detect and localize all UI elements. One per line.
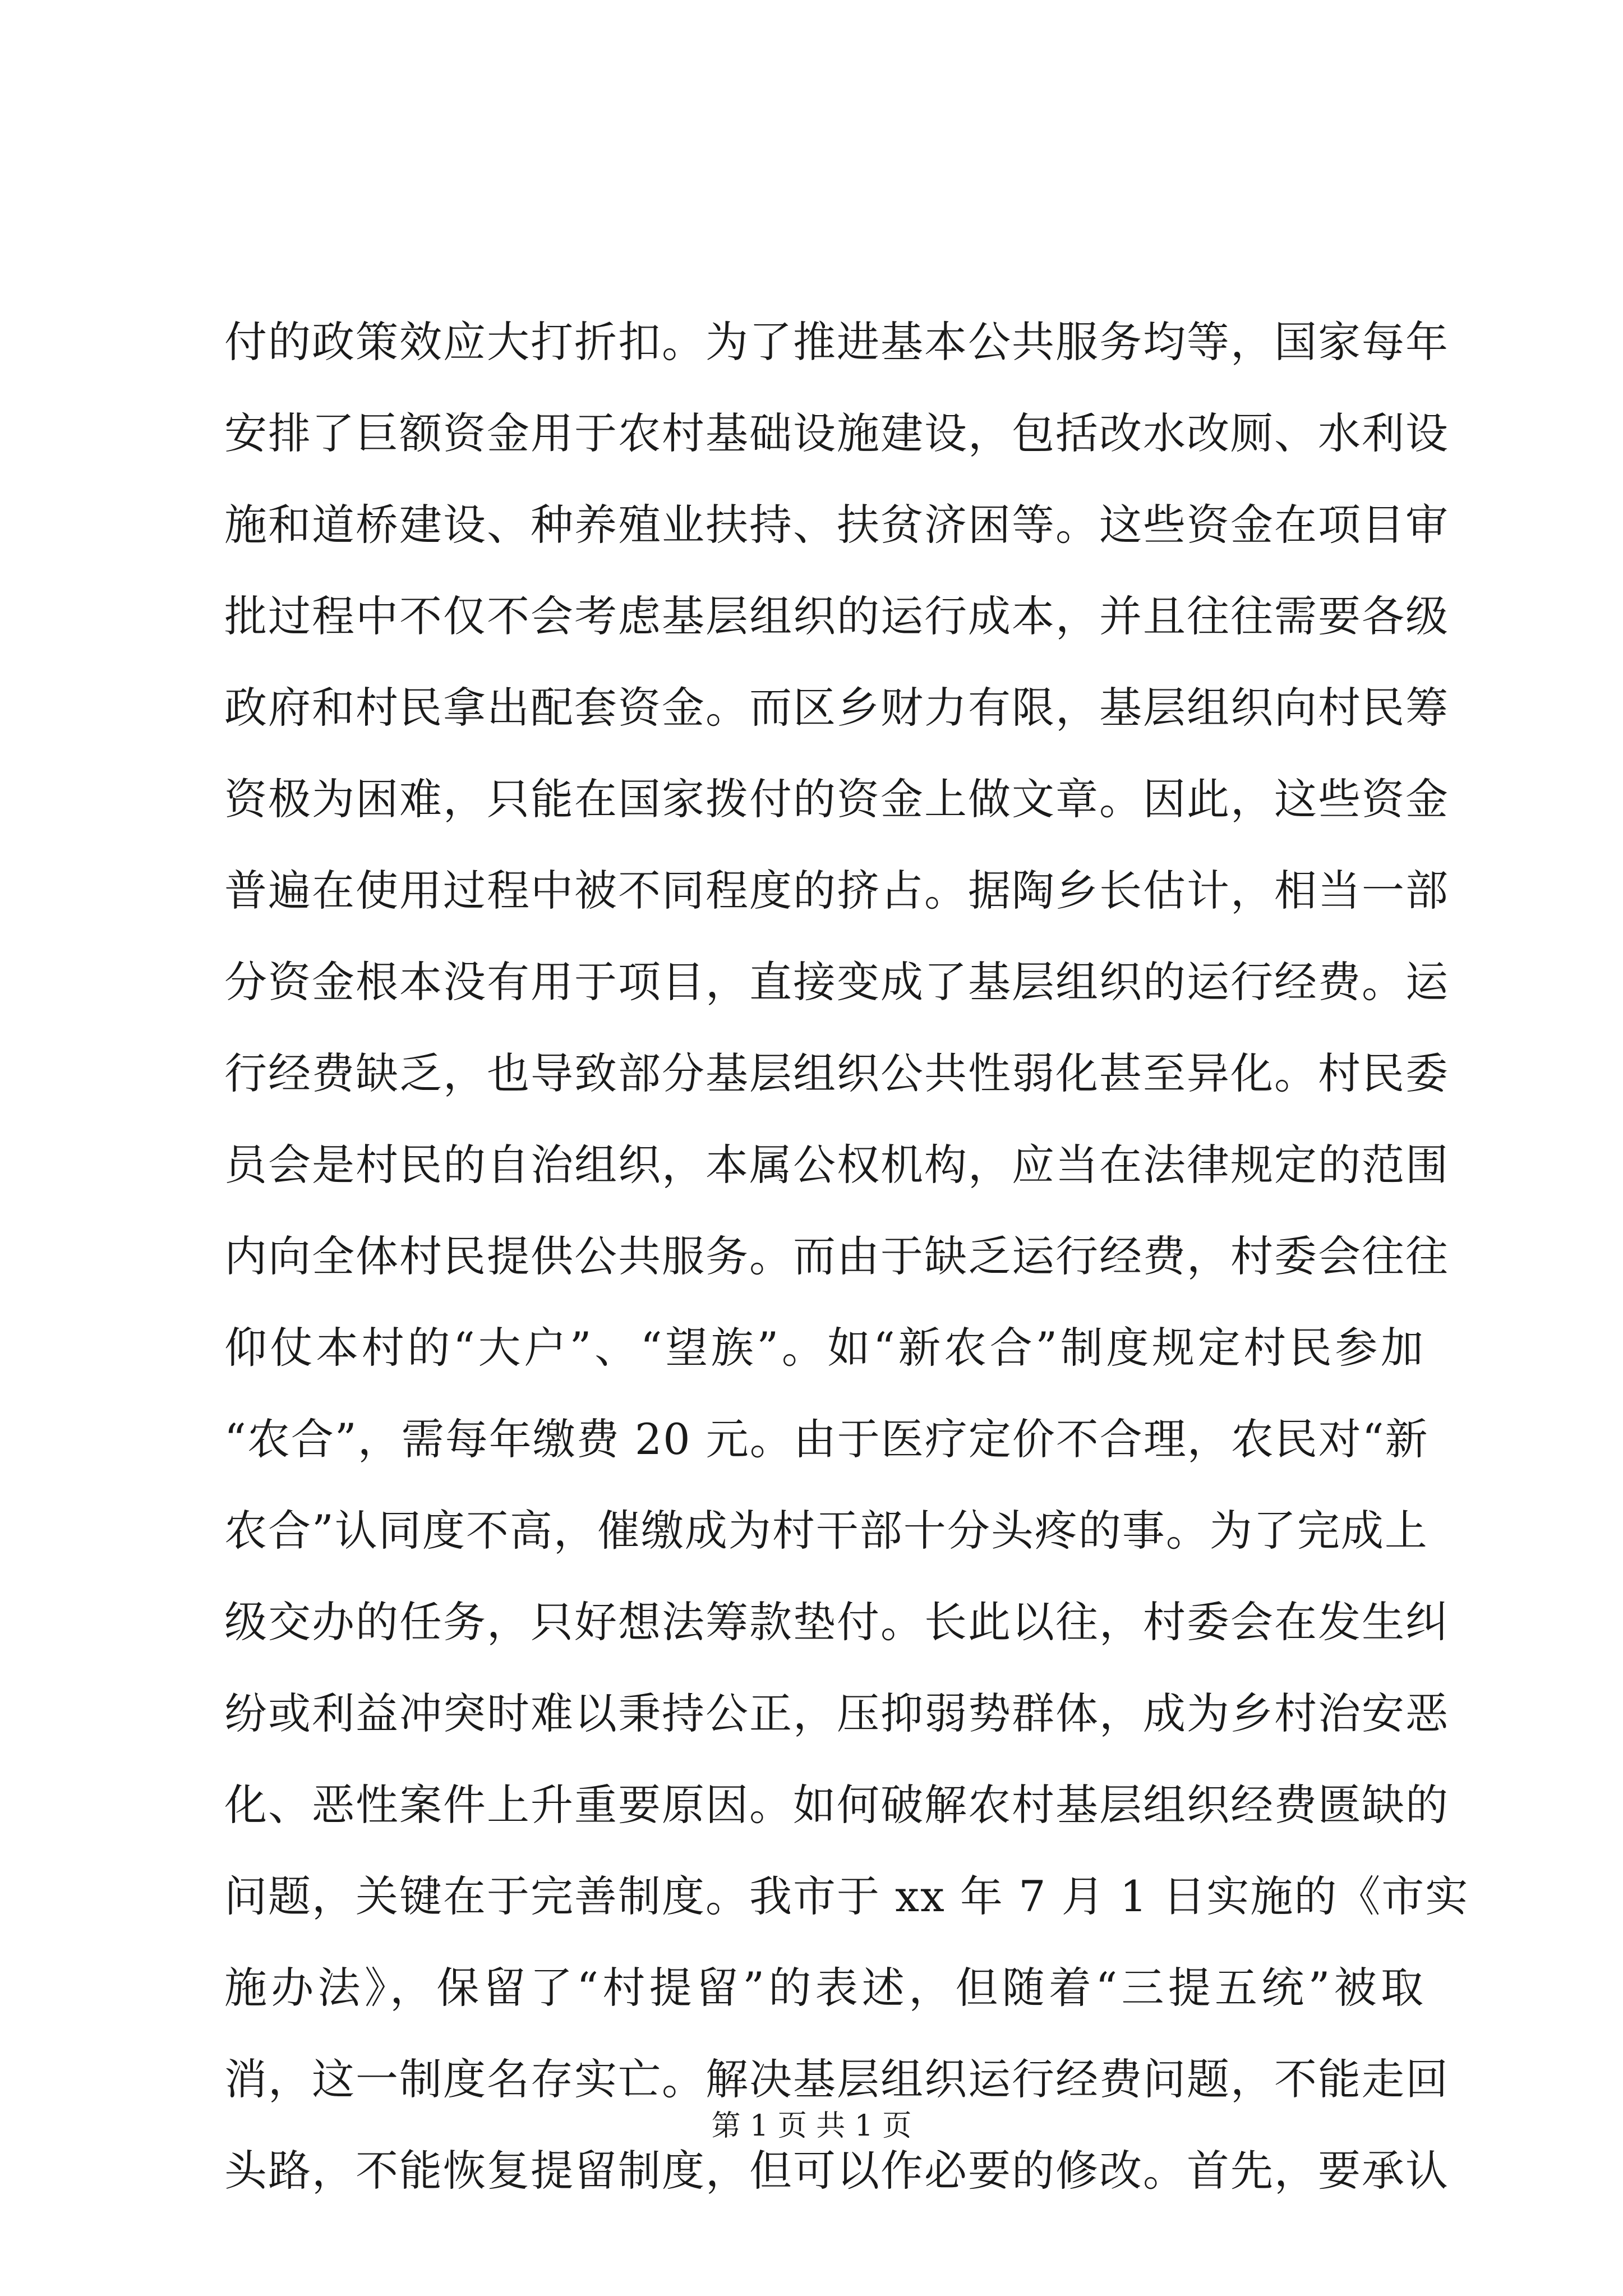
text-line: 分资金根本没有用于项目，直接变成了基层组织的运行经费。运 (224, 957, 1449, 1007)
text-line: 员会是村民的自治组织，本属公权机构，应当在法律规定的范围 (224, 1140, 1449, 1190)
text-line: 内向全体村民提供公共服务。而由于缺乏运行经费，村委会往往 (224, 1231, 1449, 1281)
text-line: 级交办的任务，只好想法筹款垫付。长此以往，村委会在发生纠 (224, 1597, 1449, 1647)
text-line: 农合”认同度不高，催缴成为村干部十分头疼的事。为了完成上 (224, 1506, 1428, 1556)
text-line: 问题，关键在于完善制度。我市于 xx 年 7 月 1 日实施的《市实 (224, 1871, 1469, 1921)
text-line: 消，这一制度名存实亡。解决基层组织运行经费问题，不能走回 (224, 2054, 1449, 2104)
text-line: 仰仗本村的“大户”、“望族”。如“新农合”制度规定村民参加 (224, 1323, 1424, 1373)
page-number-label: 第 1 页 共 1 页 (711, 2109, 912, 2143)
text-line: 头路，不能恢复提留制度，但可以作必要的修改。首先，要承认 (224, 2146, 1449, 2196)
text-line: 行经费缺乏，也导致部分基层组织公共性弱化甚至异化。村民委 (224, 1048, 1449, 1098)
text-line: 化、恶性案件上升重要原因。如何破解农村基层组织经费匮缺的 (224, 1780, 1449, 1830)
text-line: “农合”，需每年缴费 20 元。由于医疗定价不合理，农民对“新 (224, 1414, 1429, 1464)
text-line: 资极为困难，只能在国家拨付的资金上做文章。因此，这些资金 (224, 774, 1449, 824)
text-line: 政府和村民拿出配套资金。而区乡财力有限，基层组织向村民筹 (224, 683, 1449, 733)
text-line: 施办法》，保留了“村提留”的表述，但随着“三提五统”被取 (224, 1963, 1424, 2013)
text-line: 付的政策效应大打折扣。为了推进基本公共服务均等，国家每年 (224, 317, 1449, 367)
text-line: 安排了巨额资金用于农村基础设施建设，包括改水改厕、水利设 (224, 408, 1449, 458)
text-line: 纷或利益冲突时难以秉持公正，压抑弱势群体，成为乡村治安恶 (224, 1688, 1449, 1738)
body-paragraph (224, 296, 1469, 2216)
page-footer (0, 2106, 1623, 2146)
text-line: 普遍在使用过程中被不同程度的挤占。据陶乡长估计，相当一部 (224, 866, 1449, 915)
text-line: 施和道桥建设、种养殖业扶持、扶贫济困等。这些资金在项目审 (224, 500, 1449, 550)
text-line: 批过程中不仅不会考虑基层组织的运行成本，并且往往需要各级 (224, 591, 1449, 641)
